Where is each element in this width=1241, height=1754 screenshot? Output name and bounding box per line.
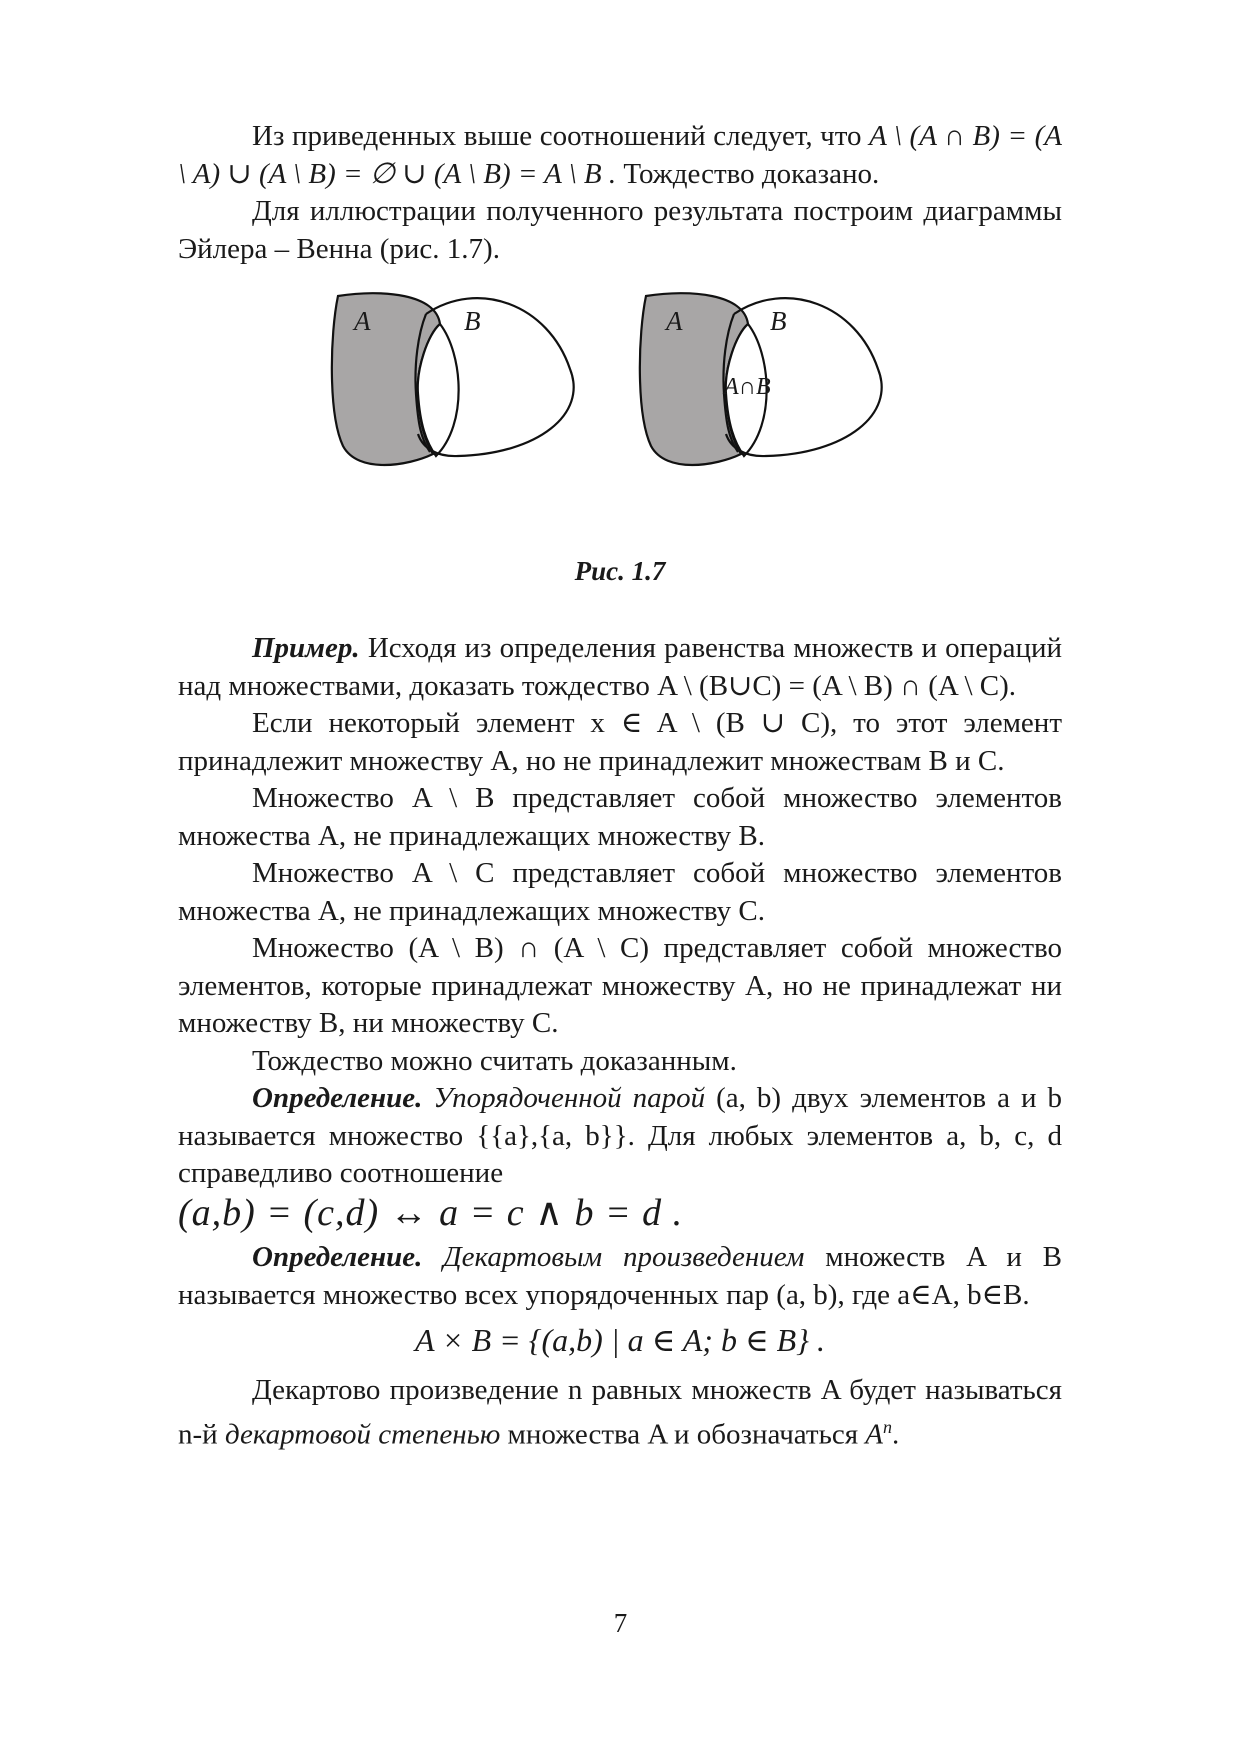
definition-cartesian-product: [178, 1239, 1062, 1314]
formula-cartesian-line: [178, 1322, 1062, 1362]
power-term: декартовой степенью: [217, 1418, 501, 1451]
euler-venn-figure: [178, 274, 1062, 542]
left-label-a: A: [354, 306, 371, 336]
formula-pair-equality-line: [178, 1191, 1062, 1236]
right-label-b: B: [770, 306, 787, 336]
paragraph-1-text: Из приведенных выше соотношений следует, что: [252, 120, 862, 152]
page-number: 7: [613, 1608, 628, 1638]
power-text-1: Декартово произведение n равных множеств A будет называться n-й: [178, 1373, 1062, 1451]
paragraph-1: [178, 118, 1062, 193]
venn-diagrams-svg: [178, 274, 1062, 542]
definition-2-text: множеств A и B называется множество всех упорядоченных пар (a, b), где a∈A, b∈B.: [178, 1241, 1062, 1311]
right-label-a: A: [666, 306, 683, 336]
figure-caption: Рис. 1.7: [574, 556, 666, 586]
definition-2-lead: Определение.: [252, 1241, 423, 1273]
formula-pair-equality: (a,b) = (c,d) ↔ a = c ∧ b = d .: [178, 1191, 684, 1234]
formula-cartesian: A × B = {(a,b) | a ∈ A; b ∈ B} .: [415, 1322, 825, 1358]
definition-1-lead: Определение.: [252, 1082, 423, 1114]
paragraph-proved: Тождество можно считать доказанным.: [252, 1044, 737, 1077]
paragraph-element: Если некоторый элемент x ∈ A \ (B ∪ C), то этот элемент принадлежит множеству А, но не принадлежит множествам B и C.: [178, 707, 1062, 777]
right-label-intersection: A∩B: [724, 374, 771, 400]
paragraph-a-minus-c: Множество A \ C представляет собой множество элементов множества A, не принадлежащих множеству C.: [178, 857, 1062, 927]
paragraph-2: Для иллюстрации полученного результата построим диаграммы Эйлера – Венна (рис. 1.7).: [178, 195, 1062, 265]
paragraph-1-tail: Тождество доказано.: [623, 157, 880, 190]
power-text-2: множества A и обозначаться: [500, 1418, 859, 1451]
document-page: [178, 118, 1062, 1454]
paragraph-a-minus-b: Множество A \ B представляет собой множество элементов множества A, не принадлежащих множеству B.: [178, 782, 1062, 852]
example-lead: Пример.: [252, 632, 360, 664]
power-base: A: [865, 1418, 884, 1451]
paragraph-intersection: Множество (A \ B) ∩ (A \ C) представляет собой множество элементов, которые принадлежат множеству A, но не принадлежат ни множеству B, ни множеству C.: [178, 932, 1062, 1039]
paragraph-cartesian-power: [178, 1372, 1062, 1455]
definition-1-term: Упорядоченной парой: [422, 1082, 706, 1114]
power-exponent: n: [883, 1417, 893, 1437]
power-end: .: [892, 1418, 900, 1451]
example-text: Исходя из определения равенства множеств и операций над множествами, доказать тождество A \ (B∪C) = (A \ B) ∩ (A \ C).: [178, 632, 1062, 702]
definition-1-text: (a, b) двух элементов a и b называется множество {{a},{a, b}}. Для любых элементов a, b, c, d справедливо соотношение: [178, 1082, 1062, 1189]
formula-set-difference: A \ (A ∩ B) = (A \ A) ∪ (A \ B) = ∅ ∪ (A \ B) = A \ B .: [178, 120, 1062, 190]
left-label-b: B: [464, 306, 481, 336]
definition-2-term: Декартовым произведением: [422, 1241, 805, 1273]
example-paragraph: [178, 630, 1062, 705]
definition-ordered-pair: [178, 1080, 1062, 1193]
